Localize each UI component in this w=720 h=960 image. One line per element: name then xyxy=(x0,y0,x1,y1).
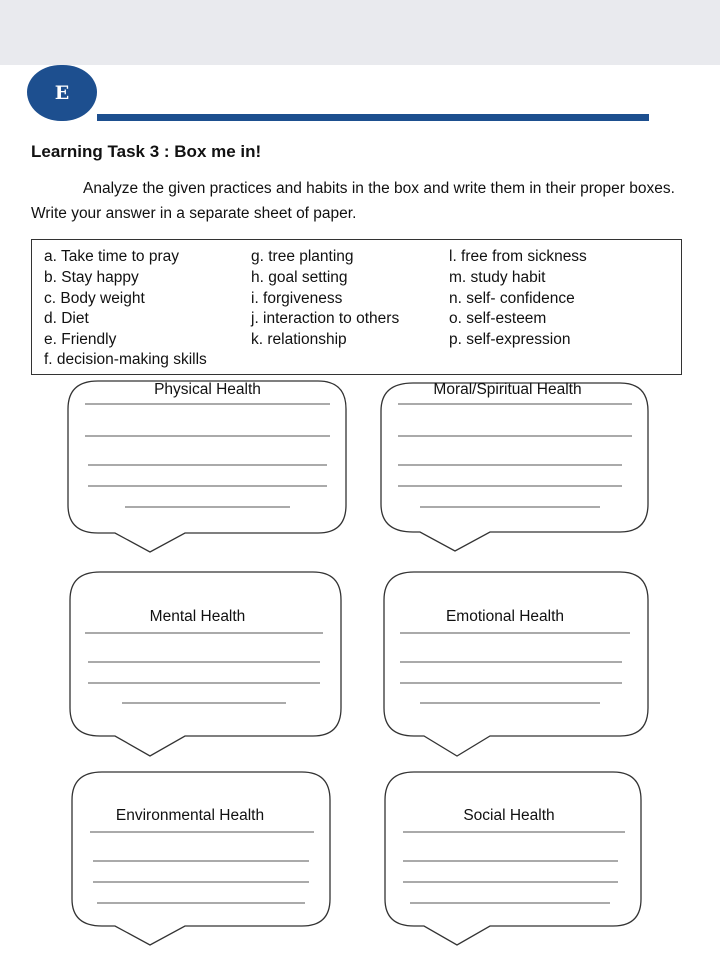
bubble-physical-health xyxy=(68,381,346,552)
box-title-emotional-health: Emotional Health xyxy=(445,608,565,625)
box-title-moral-spiritual-health: Moral/Spiritual Health xyxy=(433,381,582,398)
box-title-physical-health: Physical Health xyxy=(154,381,261,398)
choice-item: g. tree planting xyxy=(251,248,354,265)
bubble-environmental-health xyxy=(72,772,330,945)
choice-item: o. self-esteem xyxy=(449,310,547,328)
bubble-moral-spiritual-health xyxy=(381,383,648,551)
task-title: Learning Task 3 : Box me in! xyxy=(31,142,262,161)
bubble-social-health xyxy=(385,772,641,945)
choice-item: k. relationship xyxy=(251,331,347,349)
box-title-mental-health: Mental Health xyxy=(149,608,246,625)
choice-item: a. Take time to pray xyxy=(44,248,179,265)
choice-item: n. self- confidence xyxy=(449,289,575,307)
choice-item: c. Body weight xyxy=(44,289,145,307)
choice-item: p. self-expression xyxy=(449,331,571,349)
choice-item: b. Stay happy xyxy=(44,268,139,286)
choice-item: h. goal setting xyxy=(251,268,348,286)
choice-item: e. Friendly xyxy=(44,331,117,349)
choice-item: f. decision-making skills xyxy=(44,351,207,368)
choice-item: i. forgiveness xyxy=(251,289,343,307)
bubble-mental-health xyxy=(70,572,341,756)
choice-item: m. study habit xyxy=(449,268,546,286)
choice-item: d. Diet xyxy=(44,310,89,328)
choice-item: j. interaction to others xyxy=(251,310,400,328)
instructions: Analyze the given practices and habits in the box and write them in their proper boxes. Write your answer in a separate sheet of paper. xyxy=(31,180,675,222)
choice-item: l. free from sickness xyxy=(449,248,587,265)
bubble-emotional-health xyxy=(384,572,648,756)
box-title-environmental-health: Environmental Health xyxy=(115,807,265,824)
badge-letter: E xyxy=(54,82,70,104)
box-title-social-health: Social Health xyxy=(463,807,555,824)
